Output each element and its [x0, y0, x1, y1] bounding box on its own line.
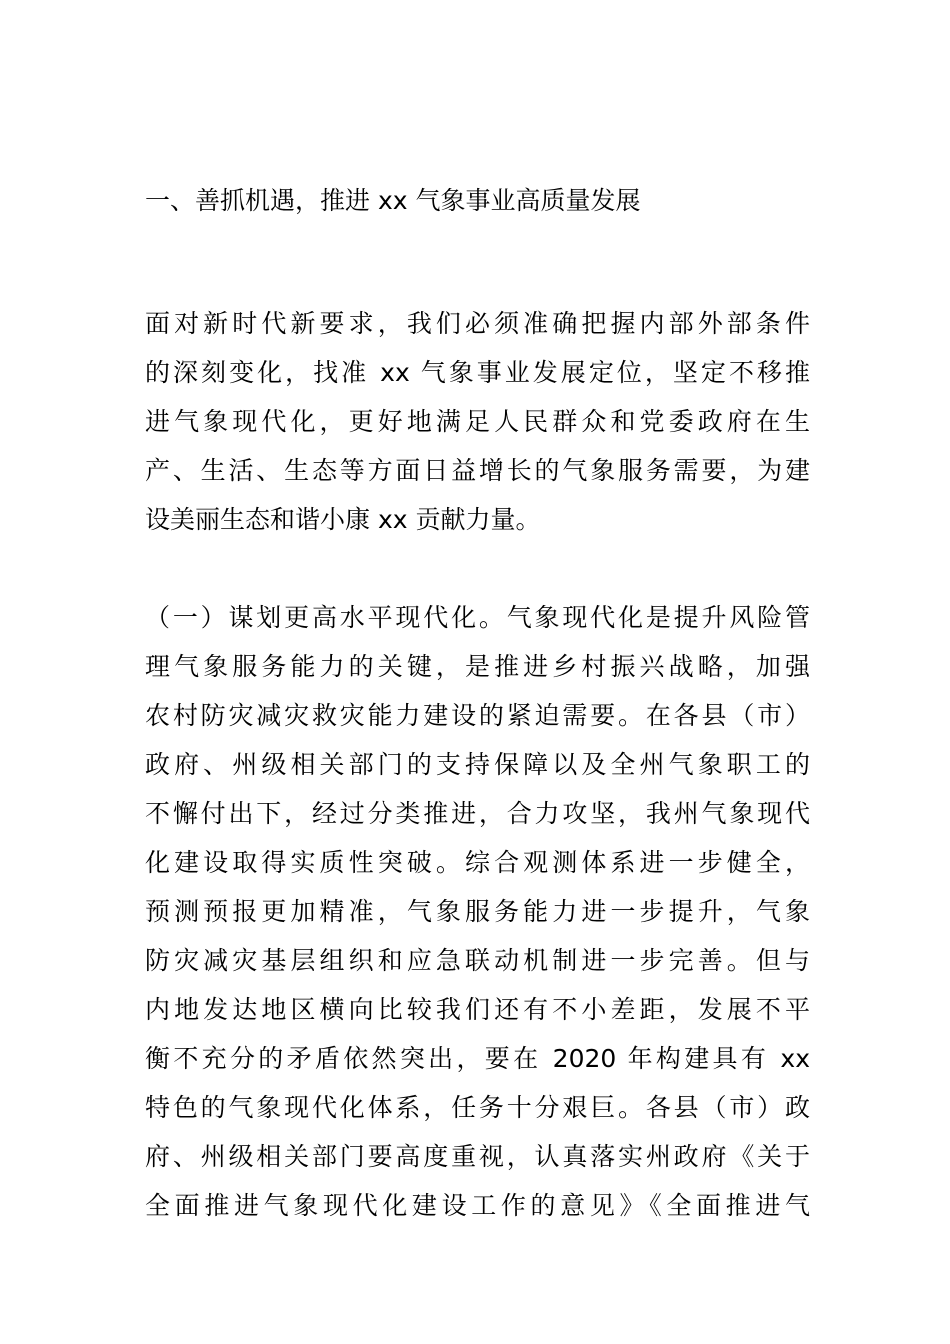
section-heading: 一、善抓机遇，推进 xx 气象事业高质量发展 — [145, 186, 641, 215]
paragraph-line: 设美丽生态和谐小康 xx 贡献力量。 — [145, 505, 541, 534]
paragraph-line: 理气象服务能力的关键，是推进乡村振兴战略，加强 — [145, 652, 810, 681]
paragraph-line: 府、州级相关部门要高度重视，认真落实州政府《关于 — [145, 1142, 810, 1171]
paragraph-line: 进气象现代化，更好地满足人民群众和党委政府在生 — [145, 407, 810, 436]
paragraph-line: 面对新时代新要求，我们必须准确把握内部外部条件 — [145, 309, 810, 338]
paragraph-line: 特色的气象现代化体系，任务十分艰巨。各县（市）政 — [145, 1093, 810, 1122]
paragraph-line: 全面推进气象现代化建设工作的意见》《全面推进气 — [145, 1191, 810, 1220]
spacer — [145, 225, 810, 299]
paragraph-line: 政府、州级相关部门的支持保障以及全州气象职工的 — [145, 750, 810, 779]
paragraph-line: 内地发达地区横向比较我们还有不小差距，发展不平 — [145, 995, 810, 1024]
paragraph-line: 产、生活、生态等方面日益增长的气象服务需要，为建 — [145, 456, 810, 485]
document-body — [145, 176, 810, 1230]
paragraph-line: 农村防灾减灾救灾能力建设的紧迫需要。在各县（市） — [145, 701, 810, 730]
paragraph-line: 不懈付出下，经过分类推进，合力攻坚，我州气象现代 — [145, 799, 810, 828]
paragraph-intro — [145, 299, 810, 544]
paragraph-line: （一）谋划更高水平现代化。气象现代化是提升风险管 — [145, 603, 810, 632]
paragraph-line: 预测预报更加精准，气象服务能力进一步提升，气象 — [145, 897, 810, 926]
paragraph-line: 化建设取得实质性突破。综合观测体系进一步健全， — [145, 848, 810, 877]
paragraph-line: 的深刻变化，找准 xx 气象事业发展定位，坚定不移推 — [145, 358, 810, 387]
spacer — [145, 544, 810, 593]
paragraph-line: 防灾减灾基层组织和应急联动机制进一步完善。但与 — [145, 946, 810, 975]
paragraph-modernization — [145, 593, 810, 1230]
paragraph-line: 衡不充分的矛盾依然突出，要在 2020 年构建具有 xx — [145, 1044, 810, 1073]
